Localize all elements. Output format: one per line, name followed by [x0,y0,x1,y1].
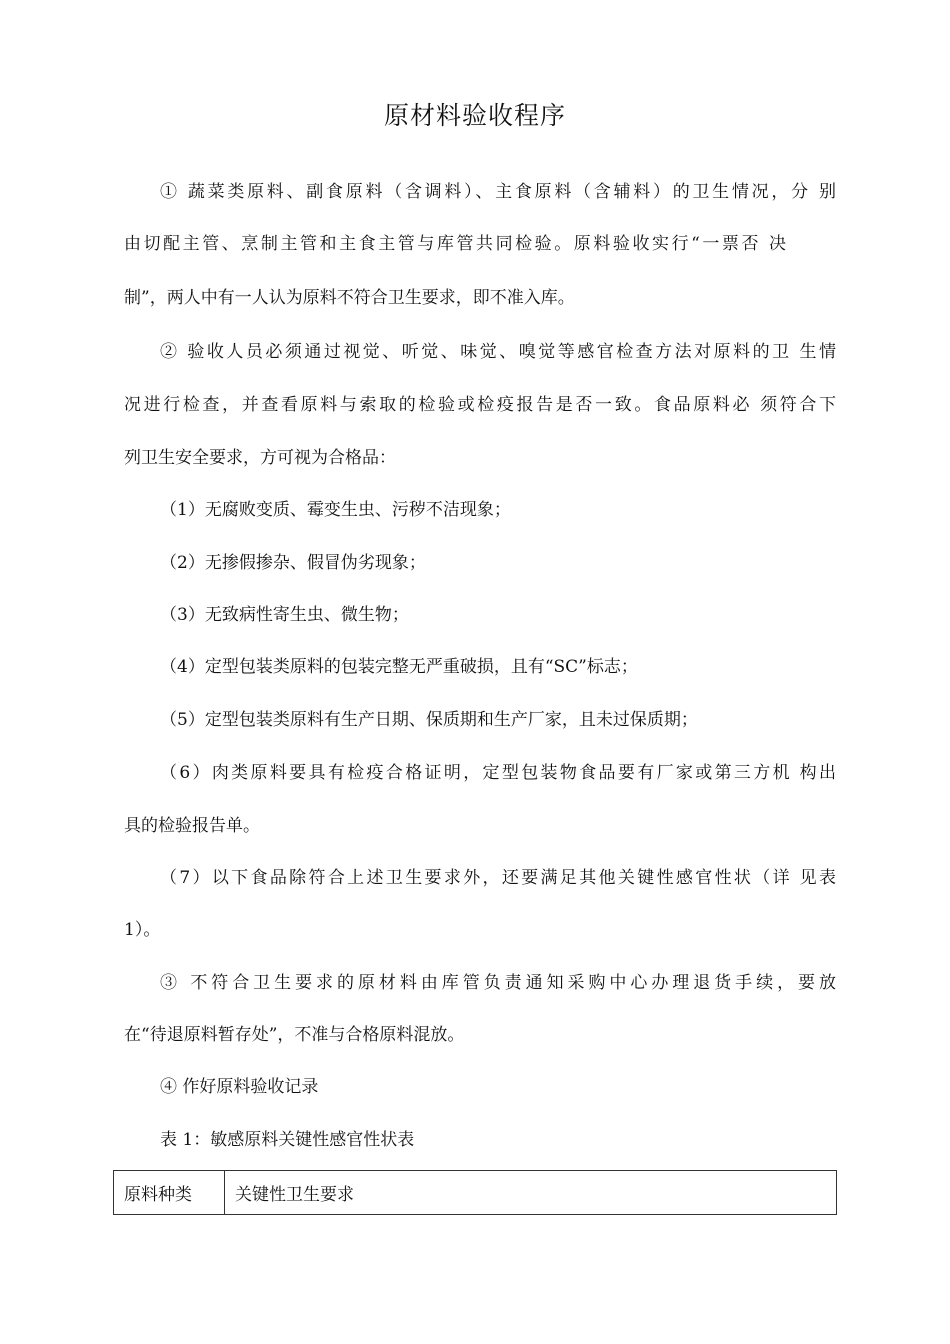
list-item-7-line-2: 1）。 [124,920,161,940]
paragraph-1-line-2: 由切配主管、烹制主管和主食主管与库管共同检验。原料验收实行“一票否 决 [124,234,786,254]
list-item-7-line-1: （7）以下食品除符合上述卫生要求外，还要满足其他关键性感官性状（详 见表 [160,868,836,888]
list-item-1: （1）无腐败变质、霉变生虫、污秽不洁现象； [160,500,511,520]
list-item-3: （3）无致病性寄生虫、微生物； [160,605,409,625]
list-item-6-line-2: 具的检验报告单。 [124,816,260,836]
paragraph-1-line-3: 制”，两人中有一人认为原料不符合卫生要求，即不准入库。 [124,288,575,308]
paragraph-4: ④ 作好原料验收记录 [160,1077,319,1097]
paragraph-2-line-1: ② 验收人员必须通过视觉、听觉、味觉、嗅觉等感官检查方法对原料的卫 生情 [160,342,836,362]
paragraph-1-line-1: ① 蔬菜类原料、副食原料（含调料）、主食原料（含辅料）的卫生情况，分 别 [160,182,836,202]
document-title: 原材料验收程序 [383,101,566,130]
list-item-4: （4）定型包装类原料的包装完整无严重破损，且有“SC”标志； [160,657,638,677]
table-header-row [114,1171,837,1215]
paragraph-3-line-1: ③ 不符合卫生要求的原材料由库管负责通知采购中心办理退货手续，要放 [160,973,836,993]
table-caption: 表 1：敏感原料关键性感官性状表 [160,1130,415,1150]
list-item-6-line-1: （6）肉类原料要具有检疫合格证明，定型包装物食品要有厂家或第三方机 构出 [160,763,836,783]
sensory-table [113,1170,837,1215]
paragraph-2-line-2: 况进行检查，并查看原料与索取的检验或检疫报告是否一致。食品原料必 须符合下 [124,395,836,415]
paragraph-2-line-3: 列卫生安全要求，方可视为合格品： [124,448,396,468]
table-header-key-requirement: 关键性卫生要求 [225,1171,837,1215]
table-header-material-type: 原料种类 [114,1171,225,1215]
paragraph-3-line-2: 在“待退原料暂存处”，不准与合格原料混放。 [124,1025,465,1045]
list-item-5: （5）定型包装类原料有生产日期、保质期和生产厂家，且未过保质期； [160,710,698,730]
list-item-2: （2）无掺假掺杂、假冒伪劣现象； [160,553,426,573]
